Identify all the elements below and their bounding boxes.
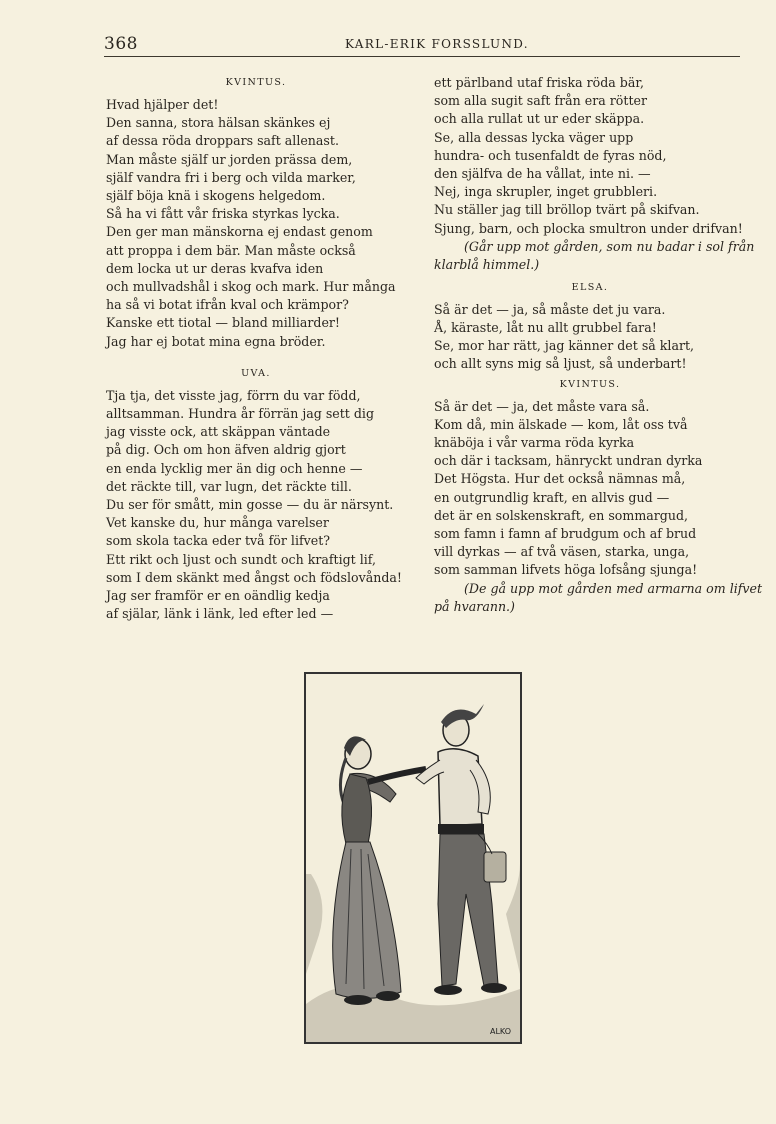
verse-line: Se, mor har rätt, jag känner det så klart, bbox=[434, 338, 695, 354]
verse-line: Se, alla dessas lycka väger upp bbox=[434, 129, 634, 145]
verse-line: den själfva de ha vållat, inte ni. — bbox=[434, 166, 651, 182]
verse-line: Den sanna, stora hälsan skänkes ej bbox=[106, 115, 331, 131]
stage-line: (Går upp mot gården, som nu badar i sol från bbox=[464, 238, 755, 254]
stage-direction bbox=[434, 580, 763, 617]
verse-line: som I dem skänkt med ångst och födslovånda! bbox=[106, 569, 402, 585]
verse-line: jag visste ock, att skäppan väntade bbox=[106, 424, 331, 440]
verse-line: Det Högsta. Hur det också nämnas må, bbox=[434, 471, 686, 487]
speaker-name: UVA. bbox=[241, 367, 271, 379]
verse-line: på dig. Och om hon äfven aldrig gjort bbox=[106, 442, 346, 458]
woman-figure bbox=[333, 736, 426, 1005]
verse-line: Sjung, barn, och plocka smultron under drifvan! bbox=[434, 220, 743, 236]
verse-line: af dessa röda droppars saft allenast. bbox=[106, 133, 339, 149]
stage-line: på hvarann.) bbox=[434, 599, 515, 615]
verse-line: Du ser för smått, min gosse — du är närsynt. bbox=[106, 497, 394, 513]
running-head: KARL-ERIK FORSSLUND. bbox=[345, 37, 529, 51]
verse-line: Jag har ej botat mina egna bröder. bbox=[106, 333, 326, 349]
artist-signature: ALKO bbox=[490, 1027, 512, 1036]
verse-block bbox=[106, 96, 406, 351]
verse-block bbox=[434, 74, 746, 238]
verse-line: det räckte till, var lugn, det räckte till. bbox=[106, 478, 352, 494]
verse-line: som skola tacka eder två för lifvet? bbox=[106, 533, 331, 549]
verse-line: Vet kanske du, hur många varelser bbox=[106, 515, 329, 531]
verse-line: som samman lifvets höga lofsång sjunga! bbox=[434, 562, 698, 578]
verse-line: Man måste själf ur jorden prässa dem, bbox=[106, 151, 353, 167]
verse-line: och allt syns mig så ljust, så underbart! bbox=[434, 356, 687, 372]
stage-direction bbox=[434, 238, 755, 275]
stage-line: (De gå upp mot gården med armarna om lifvet bbox=[464, 580, 763, 596]
verse-line: Så ha vi fått vår friska styrkas lycka. bbox=[106, 206, 340, 222]
verse-line: ha så vi botat ifrån kval och krämpor? bbox=[106, 297, 349, 313]
verse-block bbox=[106, 387, 406, 624]
verse-line: en outgrundlig kraft, en allvis gud — bbox=[434, 489, 670, 505]
verse-line: hundra- och tusenfaldt de fyras nöd, bbox=[434, 147, 667, 163]
man-figure bbox=[416, 704, 507, 995]
speaker-name: KVINTUS. bbox=[225, 77, 287, 88]
verse-line: Hvad hjälper det! bbox=[106, 97, 219, 112]
verse-line: Kanske ett tiotal — bland milliarder! bbox=[106, 315, 340, 331]
verse-line: som famn i famn af brudgum och af brud bbox=[434, 526, 697, 542]
stanza-gap bbox=[106, 351, 406, 365]
verse-line: Så är det — ja, så måste det ju vara. bbox=[434, 301, 666, 317]
verse-line: knäböja i vår varma röda kyrka bbox=[434, 435, 635, 451]
verse-line: vill dyrkas — af två väsen, starka, unga, bbox=[434, 544, 690, 560]
verse-line: Så är det — ja, det måste vara så. bbox=[434, 398, 650, 414]
verse-line: dem locka ut ur deras kvafva iden bbox=[106, 260, 324, 276]
verse-line: och där i tacksam, hänryckt undran dyrka bbox=[434, 453, 703, 469]
verse-line: som alla sugit saft från era rötter bbox=[434, 93, 647, 109]
verse-block bbox=[434, 301, 746, 374]
verse-line: Nu ställer jag till bröllop tvärt på skifvan. bbox=[434, 202, 700, 218]
illustration-drawing bbox=[306, 674, 520, 1042]
verse-line: Nej, inga skrupler, inget grubbleri. bbox=[434, 184, 658, 200]
verse-line: Tja tja, det visste jag, förrn du var född, bbox=[106, 387, 361, 403]
header-rule bbox=[104, 56, 740, 57]
verse-line: Jag ser framför er en oändlig kedja bbox=[106, 588, 330, 604]
speaker-name: ELSA. bbox=[571, 281, 609, 293]
verse-line: af själar, länk i länk, led efter led — bbox=[106, 606, 334, 622]
verse-line: själf vandra fri i berg och vilda marker, bbox=[106, 169, 356, 185]
left-column bbox=[106, 74, 406, 623]
verse-line: och alla rullat ut ur eder skäppa. bbox=[434, 111, 645, 127]
verse-line: Kom då, min älskade — kom, låt oss två bbox=[434, 416, 688, 432]
verse-line: Den ger man mänskorna ej endast genom bbox=[106, 224, 373, 240]
verse-line: själf böja knä i skogens helgedom. bbox=[106, 188, 326, 204]
verse-line: Ett rikt och ljust och sundt och kraftigt lif, bbox=[106, 551, 376, 567]
verse-line: det är en solskenskraft, en sommargud, bbox=[434, 507, 689, 523]
verse-line: ett pärlband utaf friska röda bär, bbox=[434, 75, 644, 90]
verse-block bbox=[434, 398, 746, 580]
verse-line: alltsamman. Hundra år förrän jag sett dig bbox=[106, 406, 375, 422]
verse-line: och mullvadshål i skog och mark. Hur många bbox=[106, 279, 396, 295]
verse-line: att proppa i dem bär. Man måste också bbox=[106, 242, 356, 258]
speaker-name: KVINTUS. bbox=[559, 378, 621, 390]
verse-line: Å, käraste, låt nu allt grubbel fara! bbox=[434, 320, 657, 336]
page-number: 368 bbox=[104, 34, 138, 54]
right-column bbox=[434, 74, 763, 617]
verse-line: en enda lycklig mer än dig och henne — bbox=[106, 460, 363, 476]
dancing-couple-illustration bbox=[304, 672, 522, 1044]
stage-line: klarblå himmel.) bbox=[434, 257, 540, 273]
